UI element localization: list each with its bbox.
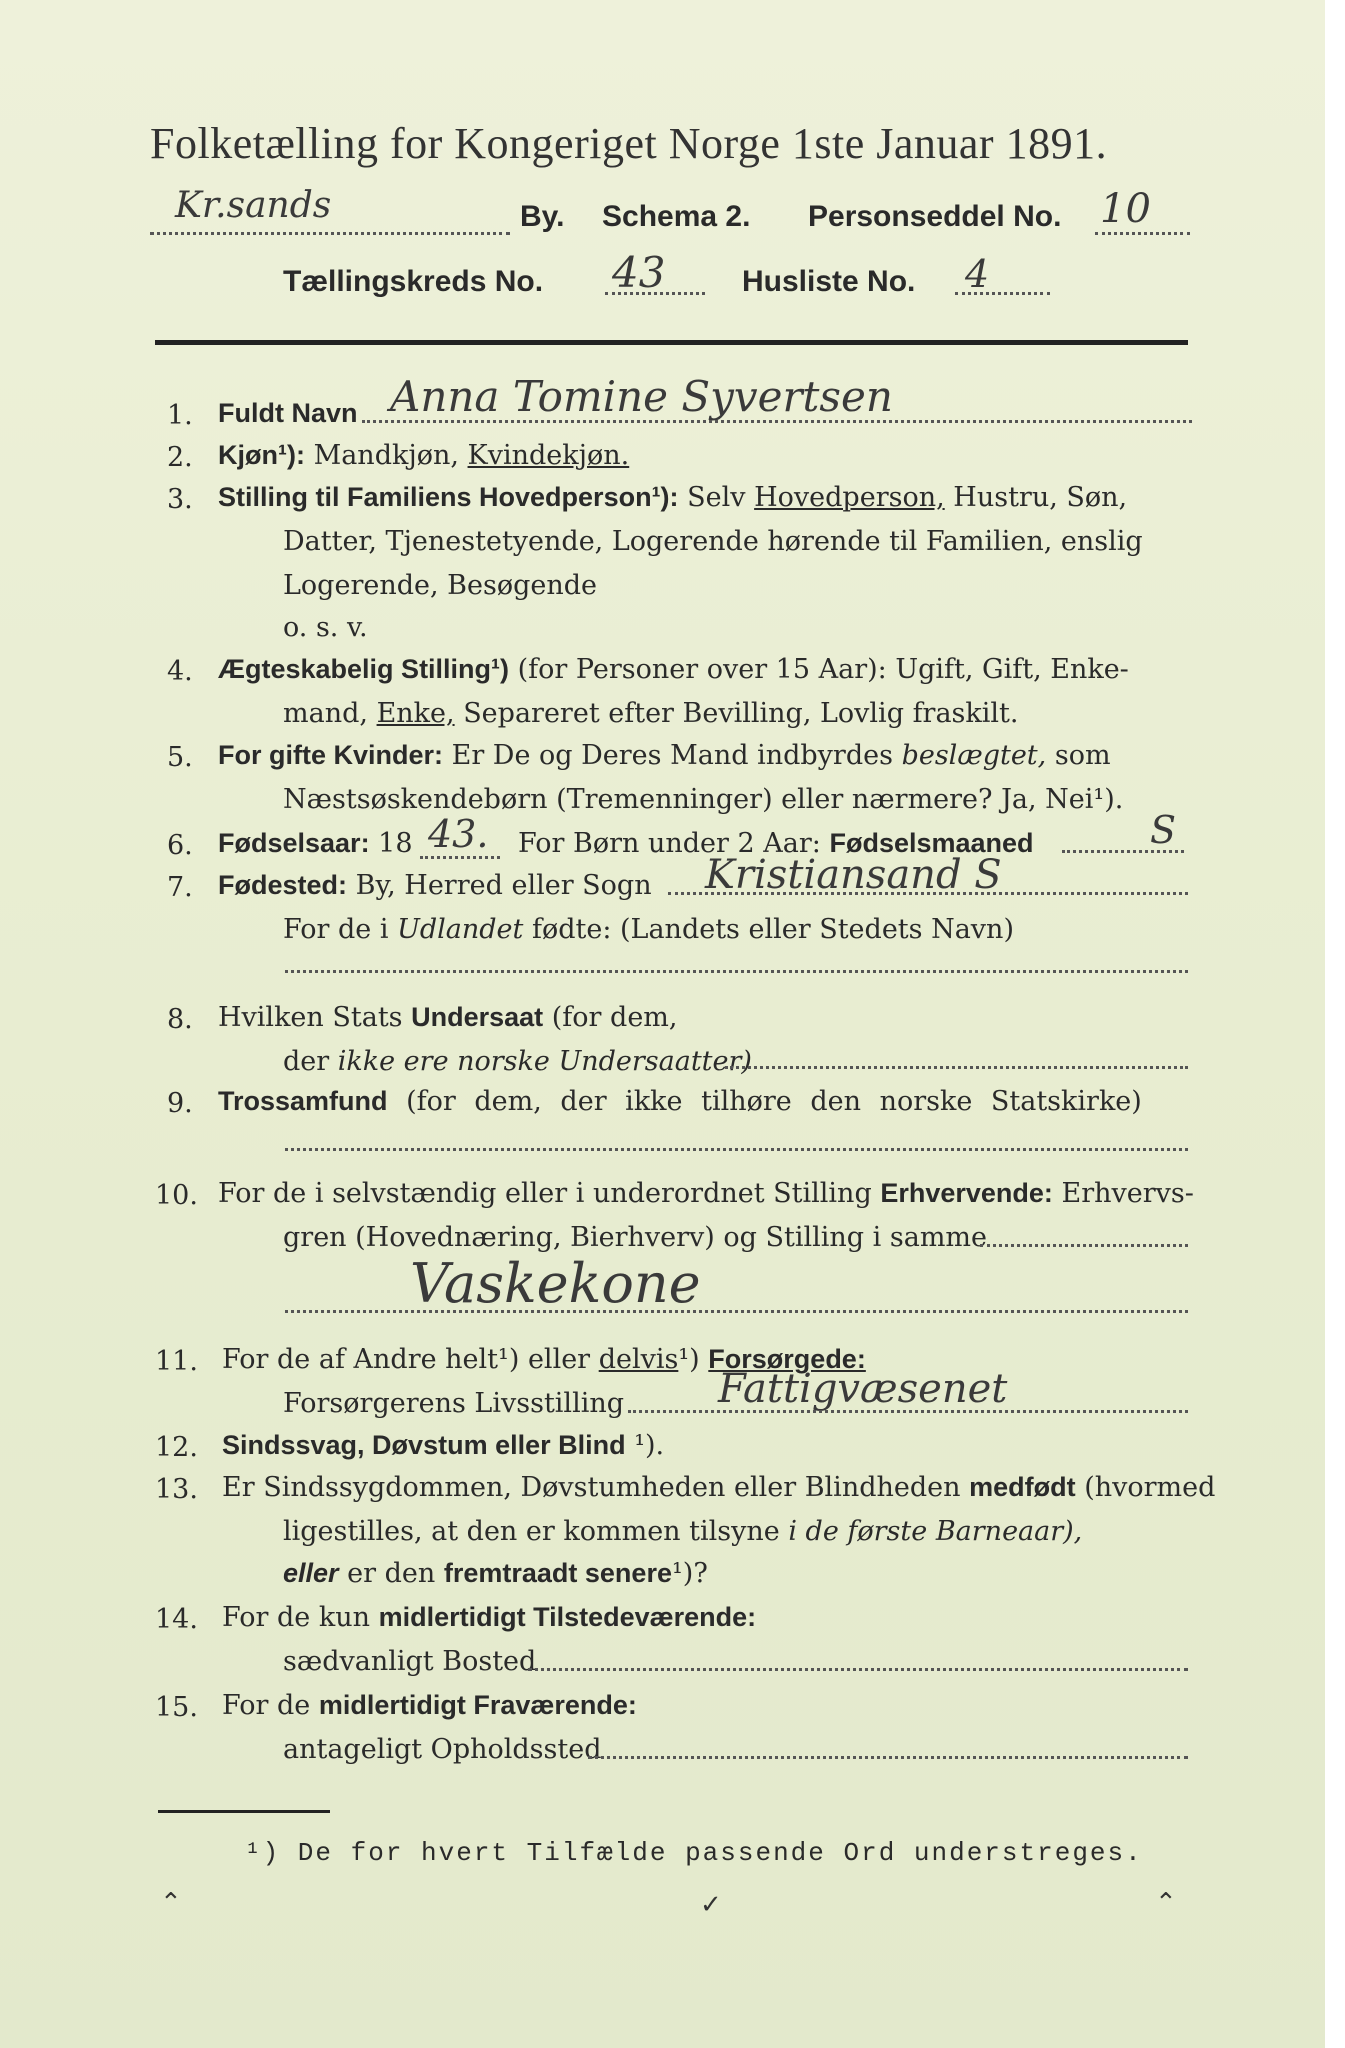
q11-text-a: For de af Andre helt¹) eller: [222, 1344, 591, 1375]
q8-text-a: Hvilken Stats: [218, 1002, 403, 1033]
tick-mark-center: ✓: [700, 1890, 722, 1920]
q4-enkemand: mand,: [283, 698, 368, 729]
q8-der: der: [283, 1046, 330, 1077]
q10-value: Vaskekone: [410, 1252, 701, 1315]
q15-line2: antageligt Opholdssted: [283, 1734, 602, 1765]
q2-label: Kjøn¹):: [218, 440, 305, 470]
footnote-rule: [158, 1810, 330, 1813]
q4-rest: Separeret efter Bevilling, Lovlig fraskilt.: [463, 698, 1019, 729]
q5-beslaegtet: beslægtet,: [901, 740, 1047, 771]
q14-dotted-line: [528, 1668, 1188, 1671]
q3-hustru: Hustru, Søn,: [953, 482, 1128, 513]
q11-number: 11.: [155, 1346, 198, 1377]
q14-label: midlertidigt Tilstedeværende:: [378, 1602, 757, 1632]
q7-number: 7.: [167, 872, 193, 903]
q15-number: 15.: [155, 1692, 198, 1723]
q11-value: Fattigvæsenet: [718, 1366, 1008, 1412]
personseddel-label: Personseddel No.: [808, 200, 1062, 233]
q6-value: 43.: [428, 812, 489, 856]
q7-text: By, Herred eller Sogn: [355, 870, 652, 901]
q8-number: 8.: [167, 1004, 193, 1035]
q10-dotted-line-1: [980, 1244, 1188, 1247]
place-dotted-line: [150, 232, 510, 235]
q7-udlandet: Udlandet: [397, 914, 524, 945]
q6-label: Fødselsaar:: [218, 828, 370, 858]
q5-number: 5.: [167, 742, 193, 773]
q5-line2: Næstsøskendebørn (Tremenninger) eller nærmere? Ja, Nei¹).: [283, 784, 1124, 815]
kreds-dotted-line: [605, 292, 705, 295]
q1-dotted-line: [362, 420, 1192, 423]
q4-text: (for Personer over 15 Aar): Ugift, Gift, Enke-: [517, 654, 1129, 685]
by-label: By.: [520, 200, 565, 233]
q13-line2a: ligestilles, at den er kommen tilsyne: [283, 1516, 780, 1547]
corner-mark-left: ⌃: [160, 1888, 182, 1918]
place-handwritten: Kr.sands: [175, 185, 332, 226]
q13-text-a: Er Sindssygdommen, Døvstumheden eller Blindheden: [222, 1472, 961, 1503]
q5-label: For gifte Kvinder:: [218, 740, 444, 770]
q7-foreign-dotted-line: [285, 970, 1188, 973]
q6-label2: Fødselsmaaned: [829, 828, 1034, 858]
q10-dotted-line-2: [285, 1310, 1188, 1313]
husliste-dotted-line: [955, 292, 1050, 295]
q15-dotted-line: [588, 1756, 1188, 1759]
q14-number: 14.: [155, 1604, 198, 1635]
q11-dotted-line: [628, 1410, 1188, 1413]
q3-line2: Datter, Tjenestetyende, Logerende hørende til Familien, enslig: [283, 526, 1143, 557]
q13-label: medfødt: [969, 1472, 1076, 1502]
header-rule: [155, 340, 1188, 345]
schema-label: Schema 2.: [602, 200, 751, 233]
q14-text: For de kun: [222, 1602, 370, 1633]
q2-mandkjon: Mandkjøn,: [313, 440, 459, 471]
q8-label: Undersaat: [411, 1002, 544, 1032]
q8-dotted-line: [725, 1066, 1188, 1069]
q3-label: Stilling til Familiens Hovedperson¹):: [218, 482, 679, 512]
q14-line2: sædvanligt Bosted: [283, 1646, 537, 1677]
q15-label: midlertidigt Fraværende:: [318, 1690, 637, 1720]
q7-value: Kristiansand S: [705, 852, 1002, 898]
q6-value2: S: [1150, 808, 1177, 852]
q1-value: Anna Tomine Syvertsen: [390, 372, 893, 421]
q3-number: 3.: [167, 484, 193, 515]
q2-number: 2.: [167, 442, 193, 473]
q13-er-den: er den: [347, 1558, 436, 1589]
q11-line2: Forsørgerens Livsstilling: [283, 1388, 625, 1419]
q7-line2c: fødte: (Landets eller Stedets Navn): [531, 914, 1014, 945]
q10-text: For de i selvstændig eller i underordnet Stilling: [218, 1178, 872, 1209]
q8-text-b: (for dem,: [551, 1002, 678, 1033]
q9-label: Trossamfund: [218, 1086, 388, 1116]
q3-hovedperson: Hovedperson,: [754, 482, 945, 513]
page-edge: [1325, 0, 1345, 2048]
q9-text: (for dem, der ikke tilhøre den norske Statskirke): [406, 1086, 1142, 1117]
q3-line4: o. s. v.: [283, 612, 368, 643]
footnote-text: ¹) De for hvert Tilfælde passende Ord understreges.: [245, 1838, 1143, 1868]
q11-delvis: delvis: [598, 1344, 679, 1375]
q9-dotted-line: [285, 1148, 1188, 1151]
kreds-label: Tællingskreds No.: [283, 265, 544, 298]
personseddel-number: 10: [1100, 186, 1151, 232]
q1-number: 1.: [167, 400, 193, 431]
q3-line3: Logerende, Besøgende: [283, 570, 597, 601]
q7-dotted-line: [668, 892, 1188, 895]
q8-ikke-norske: ikke ere norske Undersaatter): [337, 1046, 752, 1077]
kreds-number: 43: [612, 248, 666, 297]
q10-number: 10.: [155, 1180, 198, 1211]
q6-year-dotted-line: [420, 856, 500, 859]
q13-line2b: i de første Barneaar),: [788, 1516, 1083, 1547]
q2-kvindekjon: Kvindekjøn.: [467, 440, 630, 471]
q10-label: Erhvervende:: [880, 1178, 1053, 1208]
q13-text-b: (hvormed: [1084, 1472, 1216, 1503]
q7-line2a: For de i: [283, 914, 389, 945]
husliste-label: Husliste No.: [742, 265, 916, 298]
q6-text: For Børn under 2 Aar:: [518, 828, 821, 859]
q12-label: Sindssvag, Døvstum eller Blind: [222, 1430, 626, 1460]
q13-footnote-mark: ¹)?: [671, 1558, 708, 1589]
form-title: Folketælling for Kongeriget Norge 1ste Januar 1891.: [150, 119, 1108, 168]
q4-label: Ægteskabelig Stilling¹): [218, 654, 510, 684]
q6-prefix: 18: [378, 828, 413, 859]
q4-enke: Enke,: [376, 698, 455, 729]
q9-number: 9.: [167, 1088, 193, 1119]
q1-label: Fuldt Navn: [218, 398, 358, 428]
q5-som: som: [1054, 740, 1111, 771]
husliste-number: 4: [965, 252, 990, 296]
q13-number: 13.: [155, 1474, 198, 1505]
q13-eller: eller: [283, 1558, 339, 1588]
q11-label: Forsørgede:: [708, 1344, 866, 1374]
q7-label: Fødested:: [218, 870, 348, 900]
q10-line2: gren (Hovednæring, Bierhverv) og Stilling i samme: [283, 1222, 988, 1253]
q6-number: 6.: [167, 830, 193, 861]
q12-footnote-mark: ¹).: [634, 1430, 665, 1461]
q5-text: Er De og Deres Mand indbyrdes: [451, 740, 893, 771]
q4-number: 4.: [167, 656, 193, 687]
q3-selv: Selv: [687, 482, 746, 513]
q11-footnote-mark: ¹): [678, 1344, 700, 1375]
q15-text: For de: [222, 1690, 311, 1721]
personseddel-dotted-line: [1095, 232, 1190, 235]
corner-mark-right: ⌃: [1155, 1888, 1177, 1918]
q13-fremtraadt: fremtraadt senere: [443, 1558, 672, 1588]
q12-number: 12.: [155, 1432, 198, 1463]
q10-text-b: Erhvervs-: [1061, 1178, 1194, 1209]
